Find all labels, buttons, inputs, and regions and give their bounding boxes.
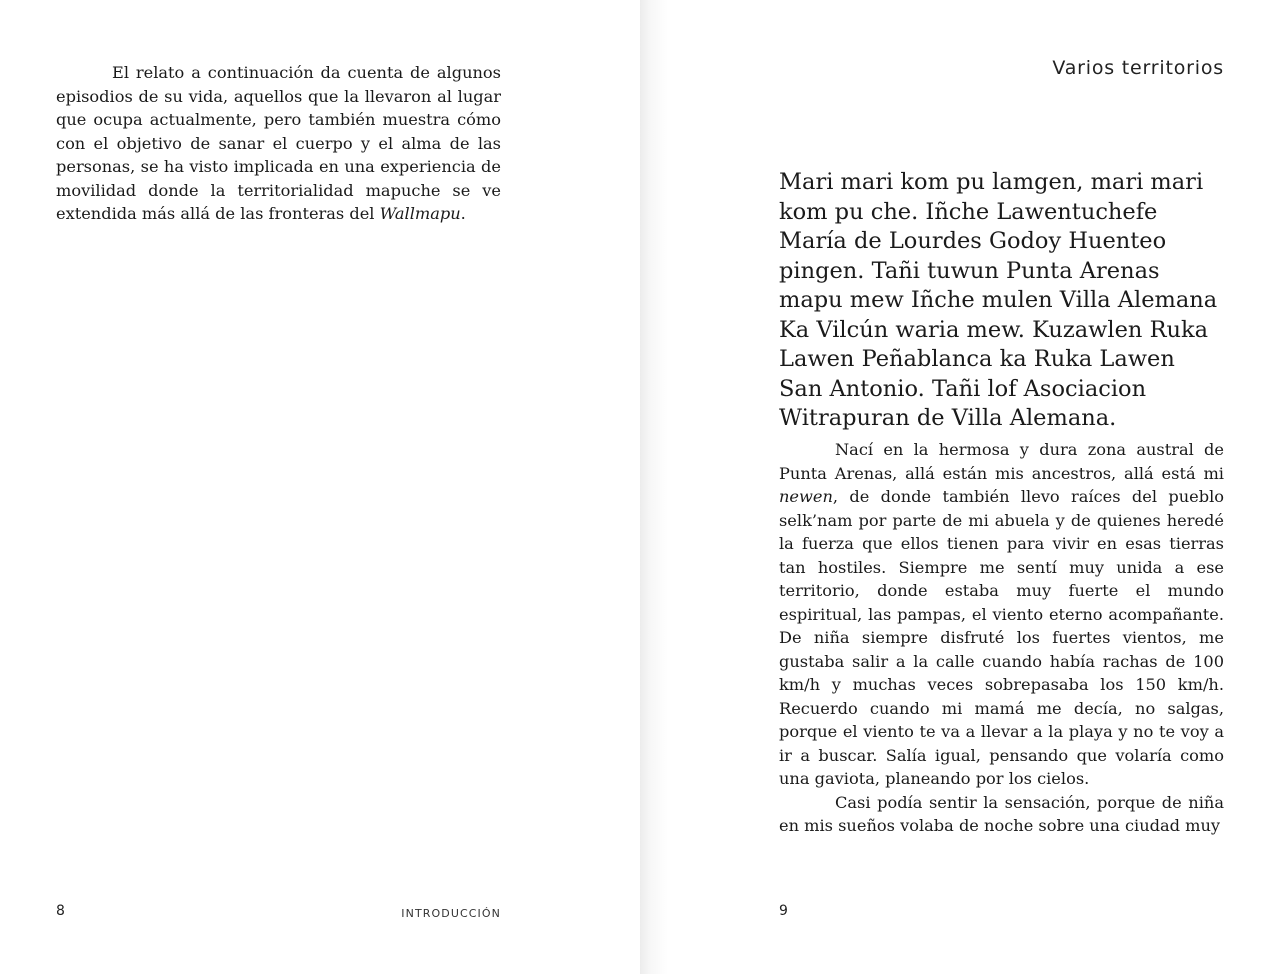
- right-page: [640, 0, 1280, 974]
- intro-paragraph: Mari mari kom pu lamgen, mari mari kom pu che. Iñche Lawentuchefe María de Lourdes Godoy Huenteo pingen. Tañi tuwun Punta Arenas mapu mew Iñche mulen Villa Alemana Ka Vilcún waria mew. Kuzawlen Ruka Lawen Peñablanca ka Ruka Lawen San Antonio. Tañi lof Asociacion Witrapuran de Villa Alemana.: [779, 169, 1218, 431]
- left-body-paragraph: [56, 61, 501, 226]
- running-header-left: INTRODUCCIÓN: [401, 907, 501, 920]
- left-paragraph-italic: Wallmapu: [379, 204, 461, 223]
- right-paragraph-1-text: Nací en la hermosa y dura zona austral de Punta Arenas, allá están mis ancestros, allá está mi: [779, 440, 1224, 483]
- left-paragraph-end: .: [460, 204, 466, 223]
- left-paragraph-text: El relato a continuación da cuenta de algunos episodios de su vida, aquellos que la llevaron al lugar que ocupa actualmente, pero también muestra cómo con el objetivo de sanar el cuerpo y el alma de las personas, se ha visto implicada en una experiencia de movilidad donde la territorialidad mapuche se ve extendida más allá de las fronteras del: [56, 63, 501, 223]
- right-paragraph-1-rest: , de donde también llevo raíces del pueblo selk’nam por parte de mi abuela y de quienes heredé la fuerza que ellos tienen para vivir en esas tierras tan hostiles. Siempre me sentí muy unida a ese territorio, donde estaba muy fuerte el mundo espiritual, las pampas, el viento eterno acompañante. De niña siempre disfruté los fuertes vientos, me gustaba salir a la calle cuando había rachas de 100 km/h y muchas veces sobrepasaba los 150 km/h. Recuerdo cuando mi mamá me decía, no salgas, porque el viento te va a llevar a la playa y no te voy a ir a buscar. Salía igual, pensando que volaría como una gaviota, planeando por los cielos.: [779, 487, 1224, 788]
- right-paragraph-2: Casi podía sentir la sensación, porque de niña en mis sueños volaba de noche sobre una ciudad muy: [779, 792, 1224, 835]
- running-header-right: Varios territorios: [1052, 57, 1224, 79]
- right-paragraph-1-italic: newen: [779, 487, 833, 506]
- right-body: [779, 438, 1224, 838]
- page-number-right: 9: [779, 903, 788, 919]
- right-paragraph-1: [779, 438, 1224, 791]
- page-number-left: 8: [56, 903, 65, 919]
